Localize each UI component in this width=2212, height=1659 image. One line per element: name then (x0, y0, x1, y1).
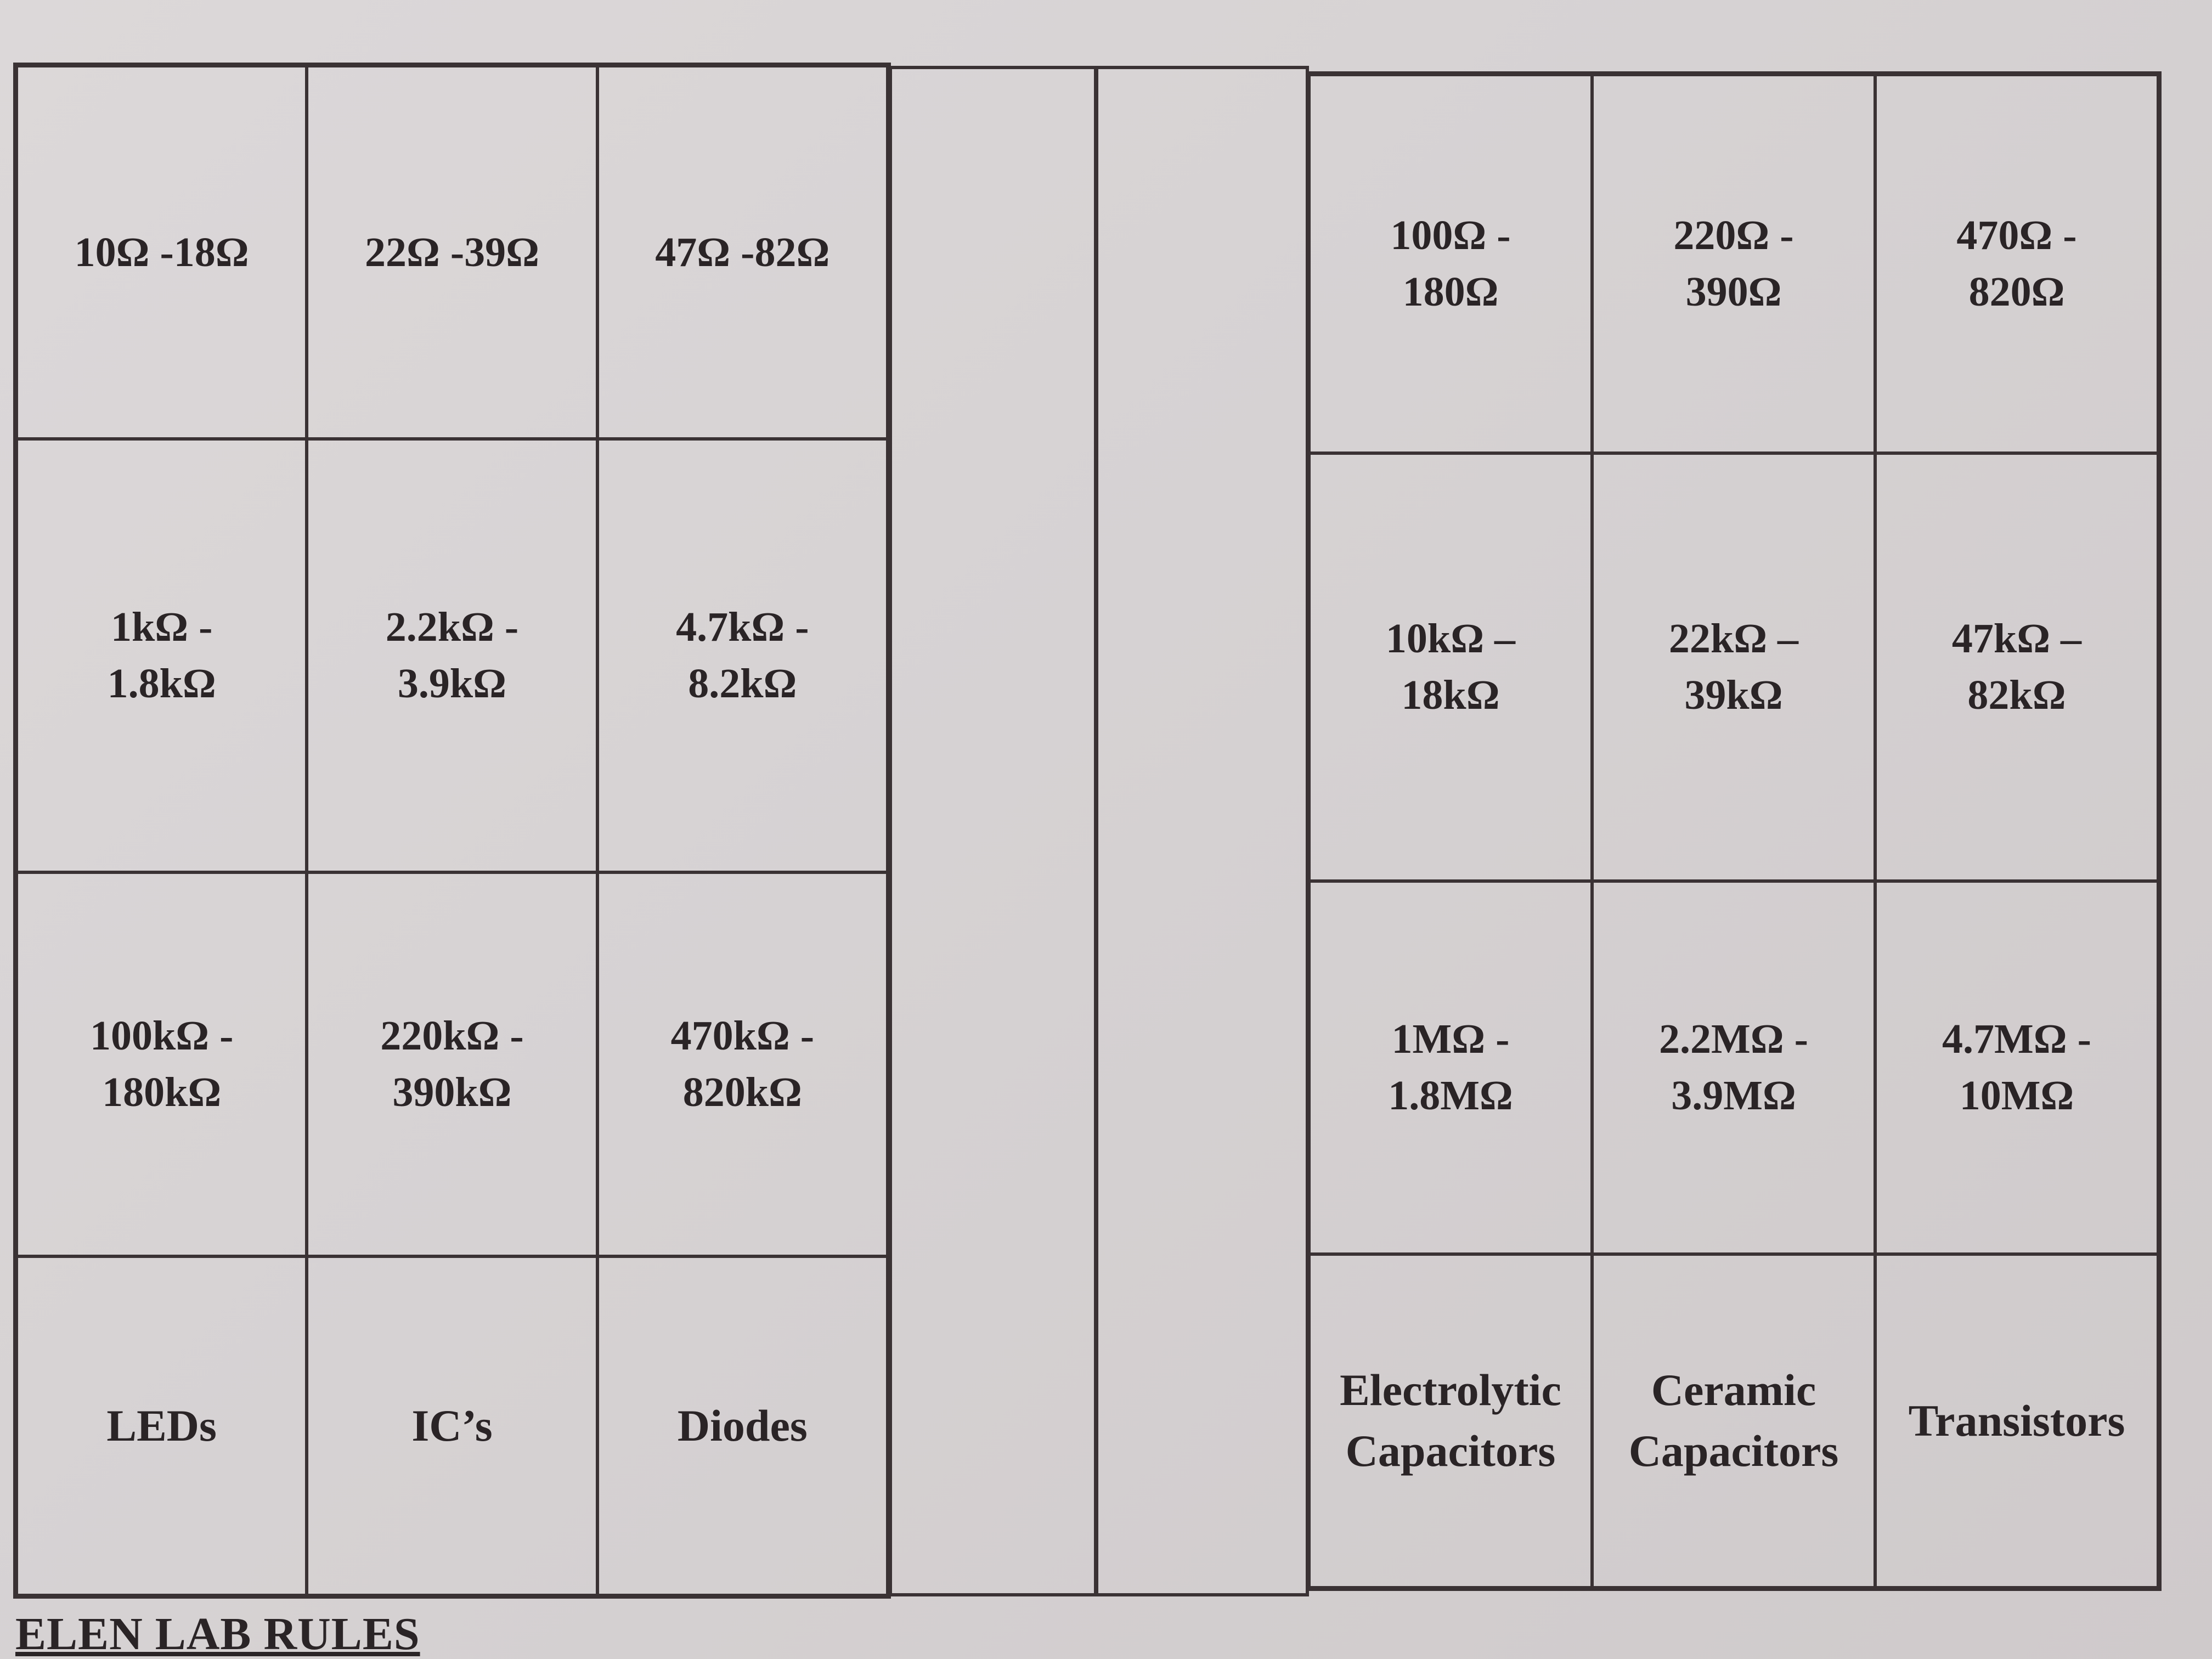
bin-leds: LEDs (16, 1256, 307, 1595)
bin-220-390-ohm: 220Ω - 390Ω (1592, 75, 1875, 453)
bin-100k-180k-ohm: 100kΩ - 180kΩ (16, 872, 307, 1256)
lab-rules-heading: ELEN LAB RULES (15, 1609, 420, 1659)
bin-22k-39k-ohm: 22kΩ – 39kΩ (1592, 453, 1875, 881)
aisle-column-right (1095, 66, 1309, 1596)
bin-220k-390k-ohm: 220kΩ - 390kΩ (307, 872, 597, 1256)
bin-ics: IC’s (307, 1256, 597, 1595)
bin-1m-1.8m-ohm: 1MΩ - 1.8MΩ (1309, 881, 1592, 1254)
bin-10-18-ohm: 10Ω -18Ω (16, 66, 307, 439)
right-storage-grid (1306, 71, 2162, 1591)
bin-electrolytic-capacitors: Electrolytic Capacitors (1309, 1254, 1592, 1588)
bin-4.7m-10m-ohm: 4.7MΩ - 10MΩ (1875, 881, 2158, 1254)
bin-10k-18k-ohm: 10kΩ – 18kΩ (1309, 453, 1592, 881)
bin-470k-820k-ohm: 470kΩ - 820kΩ (597, 872, 888, 1256)
bin-1k-1.8k-ohm: 1kΩ - 1.8kΩ (16, 439, 307, 872)
bin-470-820-ohm: 470Ω - 820Ω (1875, 75, 2158, 453)
bin-4.7k-8.2k-ohm: 4.7kΩ - 8.2kΩ (597, 439, 888, 872)
bin-transistors: Transistors (1875, 1254, 2158, 1588)
bin-47k-82k-ohm: 47kΩ – 82kΩ (1875, 453, 2158, 881)
bin-2.2k-3.9k-ohm: 2.2kΩ - 3.9kΩ (307, 439, 597, 872)
bin-diodes: Diodes (597, 1256, 888, 1595)
bin-100-180-ohm: 100Ω - 180Ω (1309, 75, 1592, 453)
aisle-column-left (889, 66, 1097, 1596)
bin-2.2m-3.9m-ohm: 2.2MΩ - 3.9MΩ (1592, 881, 1875, 1254)
left-storage-grid (13, 63, 891, 1599)
bin-22-39-ohm: 22Ω -39Ω (307, 66, 597, 439)
bin-ceramic-capacitors: Ceramic Capacitors (1592, 1254, 1875, 1588)
bin-47-82-ohm: 47Ω -82Ω (597, 66, 888, 439)
